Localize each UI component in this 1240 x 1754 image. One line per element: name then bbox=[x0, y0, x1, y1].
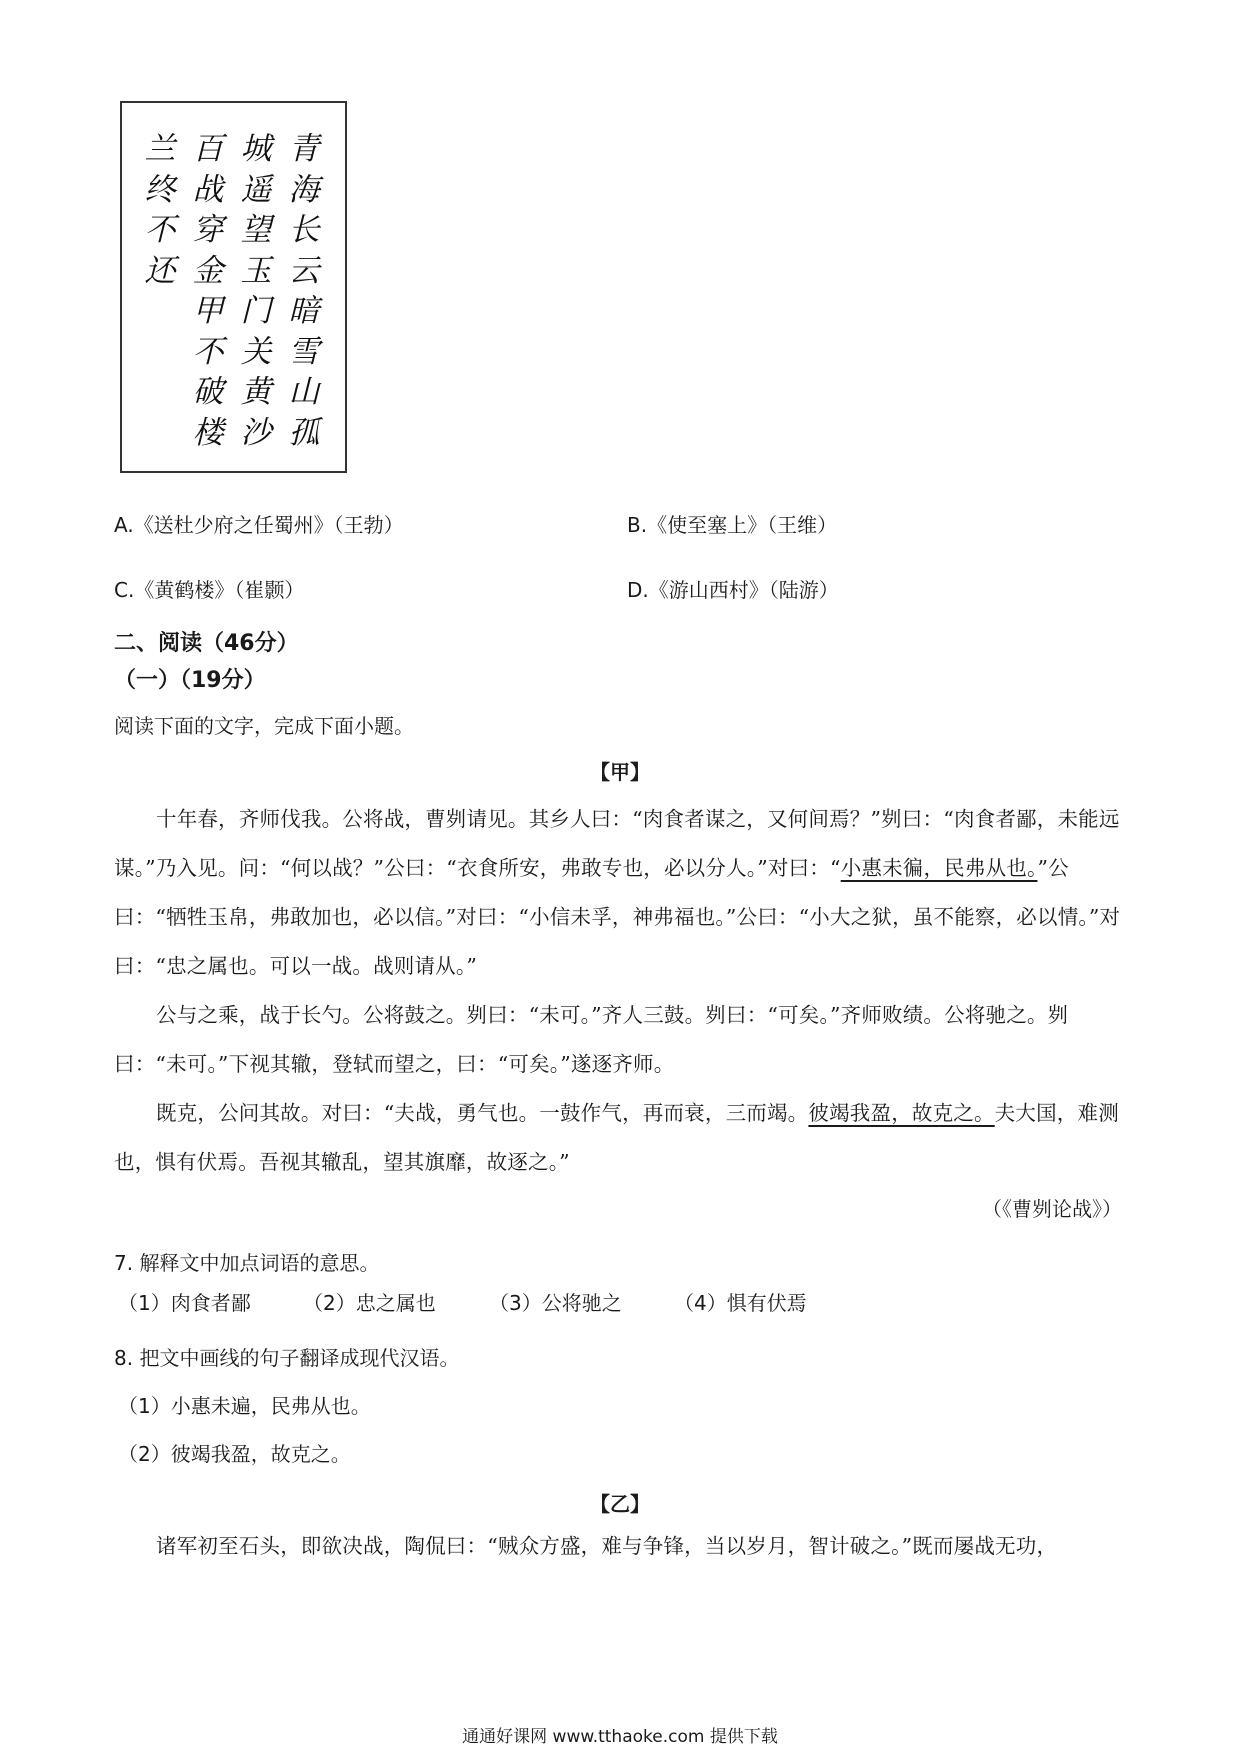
passage-jia-label: 【甲】 bbox=[590, 760, 650, 784]
subsection-heading: （一）（19分） bbox=[114, 668, 266, 693]
passage-jia-p3-text-b: 夫大国，难测也，惧有伏焉。吾视其辙乱，望其旗靡，故逐之。” bbox=[114, 1101, 1119, 1174]
passage-jia-p1-text-a: 十年春，齐师伐我。公将战，曹刿请见。其乡人曰：“肉食者谋之，又何间焉？”刿曰：“肉食者鄙，未能远谋。”乃入见。问：“何以战？”公曰：“衣食所安，弗敢专也，必以分人。”对曰：“ bbox=[114, 807, 1120, 880]
question-8-item-1: （1）小惠未遍，民弗从也。 bbox=[118, 1394, 371, 1418]
section-heading: 二、阅读（46分） bbox=[114, 631, 299, 656]
passage-jia-p1-underlined: 小惠未徧，民弗从也。 bbox=[840, 856, 1038, 880]
passage-jia-paragraph-2: 公与之乘，战于长勺。公将鼓之。刿曰：“未可。”齐人三鼓。刿曰：“可矣。”齐师败绩。公将驰之。刿曰：“未可。”下视其辙，登轼而望之，曰：“可矣。”遂逐齐师。 bbox=[114, 1003, 1069, 1076]
passage-jia-p3-underlined: 彼竭我盈，故克之。 bbox=[808, 1101, 995, 1125]
calligraphy-column-1: 青海长云暗雪山孤 bbox=[288, 131, 320, 451]
question-7-stem: 7. 解释文中加点词语的意思。 bbox=[114, 1251, 380, 1275]
option-a: A.《送杜少府之任蜀州》（王勃） bbox=[114, 513, 404, 537]
question-7-item-1: （1）肉食者鄙 bbox=[118, 1291, 251, 1315]
option-c: C.《黄鹤楼》（崔颢） bbox=[114, 578, 305, 602]
passage-yi-paragraph-1: 诸军初至石头，即欲决战，陶侃曰：“贼众方盛，难与争锋，当以岁月，智计破之。”既而屡战无功， bbox=[156, 1534, 1058, 1558]
calligraphy-image bbox=[120, 101, 347, 473]
passage-jia-p1-text-b: ”公曰：“牺牲玉帛，弗敢加也，必以信。”对曰：“小信未孚，神弗福也。”公曰：“小大之狱，虽不能察，必以情。”对曰：“忠之属也。可以一战。战则请从。” bbox=[114, 856, 1121, 978]
option-b: B.《使至塞上》（王维） bbox=[627, 513, 838, 537]
question-8-item-2: （2）彼竭我盈，故克之。 bbox=[118, 1442, 351, 1466]
calligraphy-column-4: 兰终不还 bbox=[144, 131, 176, 289]
option-d: D.《游山西村》（陆游） bbox=[627, 578, 839, 602]
question-7-item-2: （2）忠之属也 bbox=[303, 1291, 436, 1315]
passage-jia-p3-text-a: 既克，公问其故。对曰：“夫战，勇气也。一鼓作气，再而衰，三而竭。 bbox=[156, 1101, 809, 1125]
question-7-item-3: （3）公将驰之 bbox=[489, 1291, 622, 1315]
passage-yi-label: 【乙】 bbox=[590, 1492, 650, 1516]
page-footer: 通通好课网 www.tthaoke.com 提供下载 bbox=[462, 1727, 778, 1747]
passage-jia-paragraph-1 bbox=[114, 795, 1128, 991]
question-8-stem: 8. 把文中画线的句子翻译成现代汉语。 bbox=[114, 1346, 460, 1370]
calligraphy-column-3: 百战穿金甲不破楼 bbox=[192, 131, 224, 451]
passage-jia-source: （《曹刿论战》） bbox=[982, 1197, 1122, 1221]
question-7-item-4: （4）惧有伏焉 bbox=[674, 1291, 807, 1315]
calligraphy-column-2: 城遥望玉门关黄沙 bbox=[240, 131, 272, 451]
reading-instruction: 阅读下面的文字，完成下面小题。 bbox=[114, 714, 414, 738]
passage-jia-paragraph-3 bbox=[114, 1089, 1128, 1187]
